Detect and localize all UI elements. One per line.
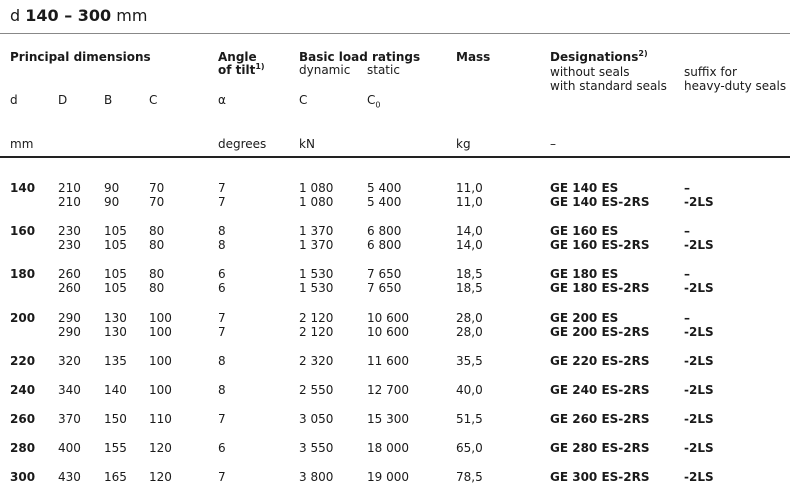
cell-stat: 10 600: [367, 325, 409, 339]
cell-d: 230: [58, 224, 81, 238]
header-with-standard-seals: with standard seals: [550, 79, 667, 93]
symbol-alpha: α: [218, 93, 226, 107]
cell-d: 320: [58, 354, 81, 368]
title-prefix: d: [10, 6, 21, 25]
cell-dyn: 1 370: [299, 238, 334, 252]
cell-dyn: 3 050: [299, 412, 334, 426]
cell-dyn: 2 550: [299, 383, 334, 397]
cell-alpha: 8: [218, 383, 226, 397]
cell-suffix: -2LS: [684, 441, 714, 455]
cell-c: 110: [149, 412, 172, 426]
header-dynamic: dynamic: [299, 63, 351, 77]
cell-d: 430: [58, 470, 81, 484]
cell-stat: 10 600: [367, 311, 409, 325]
cell-suffix: –: [684, 224, 690, 238]
cell-suffix: -2LS: [684, 325, 714, 339]
header-divider: [0, 156, 790, 158]
cell-designation: GE 180 ES-2RS: [550, 281, 650, 295]
cell-designation: GE 180 ES: [550, 267, 619, 281]
header-without-seals: without seals: [550, 65, 630, 79]
symbol-C0-static: [367, 93, 381, 110]
cell-b: 155: [104, 441, 127, 455]
cell-designation: GE 280 ES-2RS: [550, 441, 650, 455]
header-mass: Mass: [456, 50, 491, 64]
symbol-C0-sub: 0: [375, 100, 381, 110]
cell-designation: GE 160 ES-2RS: [550, 238, 650, 252]
cell-c: 120: [149, 470, 172, 484]
cell-b: 165: [104, 470, 127, 484]
cell-c: 70: [149, 195, 165, 209]
header-angle-line2: [218, 63, 265, 77]
cell-b: 140: [104, 383, 127, 397]
cell-alpha: 7: [218, 181, 226, 195]
cell-designation: GE 140 ES: [550, 181, 619, 195]
cell-dyn: 1 080: [299, 195, 334, 209]
symbol-d: d: [10, 93, 18, 107]
cell-designation: GE 300 ES-2RS: [550, 470, 650, 484]
bore-diameter: 140: [10, 181, 36, 195]
bore-diameter: 240: [10, 383, 36, 397]
bore-diameter: 220: [10, 354, 36, 368]
cell-b: 105: [104, 224, 127, 238]
cell-stat: 6 800: [367, 238, 402, 252]
symbol-B: B: [104, 93, 113, 107]
cell-alpha: 7: [218, 470, 226, 484]
cell-suffix: –: [684, 181, 690, 195]
cell-d: 370: [58, 412, 81, 426]
table-title: [10, 6, 147, 25]
cell-stat: 7 650: [367, 267, 402, 281]
cell-dyn: 3 800: [299, 470, 334, 484]
cell-alpha: 7: [218, 195, 226, 209]
cell-b: 130: [104, 311, 127, 325]
bore-diameter: 260: [10, 412, 36, 426]
cell-b: 90: [104, 181, 120, 195]
cell-dyn: 2 320: [299, 354, 334, 368]
cell-alpha: 8: [218, 354, 226, 368]
cell-alpha: 8: [218, 224, 226, 238]
cell-designation: GE 200 ES-2RS: [550, 325, 650, 339]
header-static: static: [367, 63, 400, 77]
cell-dyn: 1 370: [299, 224, 334, 238]
cell-d: 210: [58, 181, 81, 195]
cell-dyn: 1 080: [299, 181, 334, 195]
cell-c: 70: [149, 181, 165, 195]
cell-d: 290: [58, 325, 81, 339]
cell-mass: 40,0: [456, 383, 483, 397]
cell-designation: GE 200 ES: [550, 311, 619, 325]
cell-mass: 18,5: [456, 267, 483, 281]
cell-designation: GE 160 ES: [550, 224, 619, 238]
cell-suffix: –: [684, 267, 690, 281]
cell-c: 80: [149, 267, 165, 281]
cell-designation: GE 140 ES-2RS: [550, 195, 650, 209]
cell-dyn: 2 120: [299, 325, 334, 339]
title-divider: [0, 33, 790, 34]
cell-alpha: 7: [218, 412, 226, 426]
cell-mass: 35,5: [456, 354, 483, 368]
cell-mass: 28,0: [456, 311, 483, 325]
symbol-C: C: [149, 93, 158, 107]
bore-diameter: 180: [10, 267, 36, 281]
cell-suffix: -2LS: [684, 412, 714, 426]
cell-mass: 14,0: [456, 238, 483, 252]
cell-b: 105: [104, 238, 127, 252]
cell-b: 150: [104, 412, 127, 426]
cell-designation: GE 220 ES-2RS: [550, 354, 650, 368]
cell-mass: 51,5: [456, 412, 483, 426]
cell-d: 260: [58, 281, 81, 295]
cell-suffix: –: [684, 311, 690, 325]
cell-d: 210: [58, 195, 81, 209]
cell-suffix: -2LS: [684, 470, 714, 484]
cell-c: 100: [149, 383, 172, 397]
cell-dyn: 1 530: [299, 281, 334, 295]
bore-diameter: 300: [10, 470, 36, 484]
cell-b: 105: [104, 281, 127, 295]
header-principal-dimensions: Principal dimensions: [10, 50, 151, 64]
symbol-C-dynamic: C: [299, 93, 308, 107]
cell-mass: 14,0: [456, 224, 483, 238]
unit-angle: degrees: [218, 137, 267, 151]
header-designations: [550, 50, 648, 64]
cell-b: 135: [104, 354, 127, 368]
cell-c: 100: [149, 354, 172, 368]
cell-alpha: 7: [218, 311, 226, 325]
cell-stat: 6 800: [367, 224, 402, 238]
unit-load: kN: [299, 137, 315, 151]
unit-dims: mm: [10, 137, 34, 151]
cell-alpha: 6: [218, 441, 226, 455]
header-load-ratings: Basic load ratings: [299, 50, 421, 64]
cell-stat: 11 600: [367, 354, 409, 368]
header-angle-note: 1): [255, 62, 265, 71]
header-angle-text: of tilt: [218, 63, 256, 77]
cell-d: 230: [58, 238, 81, 252]
cell-designation: GE 260 ES-2RS: [550, 412, 650, 426]
cell-designation: GE 240 ES-2RS: [550, 383, 650, 397]
cell-stat: 18 000: [367, 441, 409, 455]
unit-mass: kg: [456, 137, 471, 151]
title-unit: mm: [116, 6, 148, 25]
cell-d: 260: [58, 267, 81, 281]
cell-d: 400: [58, 441, 81, 455]
cell-stat: 7 650: [367, 281, 402, 295]
cell-c: 100: [149, 311, 172, 325]
cell-mass: 11,0: [456, 181, 483, 195]
cell-c: 80: [149, 281, 165, 295]
symbol-C0-base: C: [367, 93, 376, 107]
cell-c: 80: [149, 238, 165, 252]
cell-b: 130: [104, 325, 127, 339]
cell-stat: 19 000: [367, 470, 409, 484]
header-suffix-line2: heavy-duty seals: [684, 79, 787, 93]
cell-stat: 5 400: [367, 195, 402, 209]
cell-mass: 28,0: [456, 325, 483, 339]
cell-mass: 11,0: [456, 195, 483, 209]
cell-suffix: -2LS: [684, 383, 714, 397]
cell-mass: 78,5: [456, 470, 483, 484]
cell-stat: 12 700: [367, 383, 409, 397]
cell-suffix: -2LS: [684, 195, 714, 209]
header-designations-text: Designations: [550, 50, 639, 64]
cell-alpha: 6: [218, 281, 226, 295]
symbol-D: D: [58, 93, 68, 107]
cell-d: 290: [58, 311, 81, 325]
cell-dyn: 1 530: [299, 267, 334, 281]
title-range: 140 – 300: [25, 6, 112, 25]
header-angle-line1: Angle: [218, 50, 257, 64]
cell-stat: 5 400: [367, 181, 402, 195]
bore-diameter: 160: [10, 224, 36, 238]
cell-c: 120: [149, 441, 172, 455]
cell-c: 100: [149, 325, 172, 339]
bore-diameter: 200: [10, 311, 36, 325]
cell-alpha: 8: [218, 238, 226, 252]
header-designations-note: 2): [638, 49, 648, 58]
cell-suffix: -2LS: [684, 281, 714, 295]
cell-alpha: 7: [218, 325, 226, 339]
cell-mass: 65,0: [456, 441, 483, 455]
cell-alpha: 6: [218, 267, 226, 281]
cell-dyn: 2 120: [299, 311, 334, 325]
bore-diameter: 280: [10, 441, 36, 455]
cell-suffix: -2LS: [684, 354, 714, 368]
unit-designation: –: [550, 137, 556, 151]
cell-mass: 18,5: [456, 281, 483, 295]
cell-c: 80: [149, 224, 165, 238]
cell-b: 105: [104, 267, 127, 281]
cell-stat: 15 300: [367, 412, 409, 426]
cell-d: 340: [58, 383, 81, 397]
cell-suffix: -2LS: [684, 238, 714, 252]
header-suffix-line1: suffix for: [684, 65, 737, 79]
cell-dyn: 3 550: [299, 441, 334, 455]
cell-b: 90: [104, 195, 120, 209]
